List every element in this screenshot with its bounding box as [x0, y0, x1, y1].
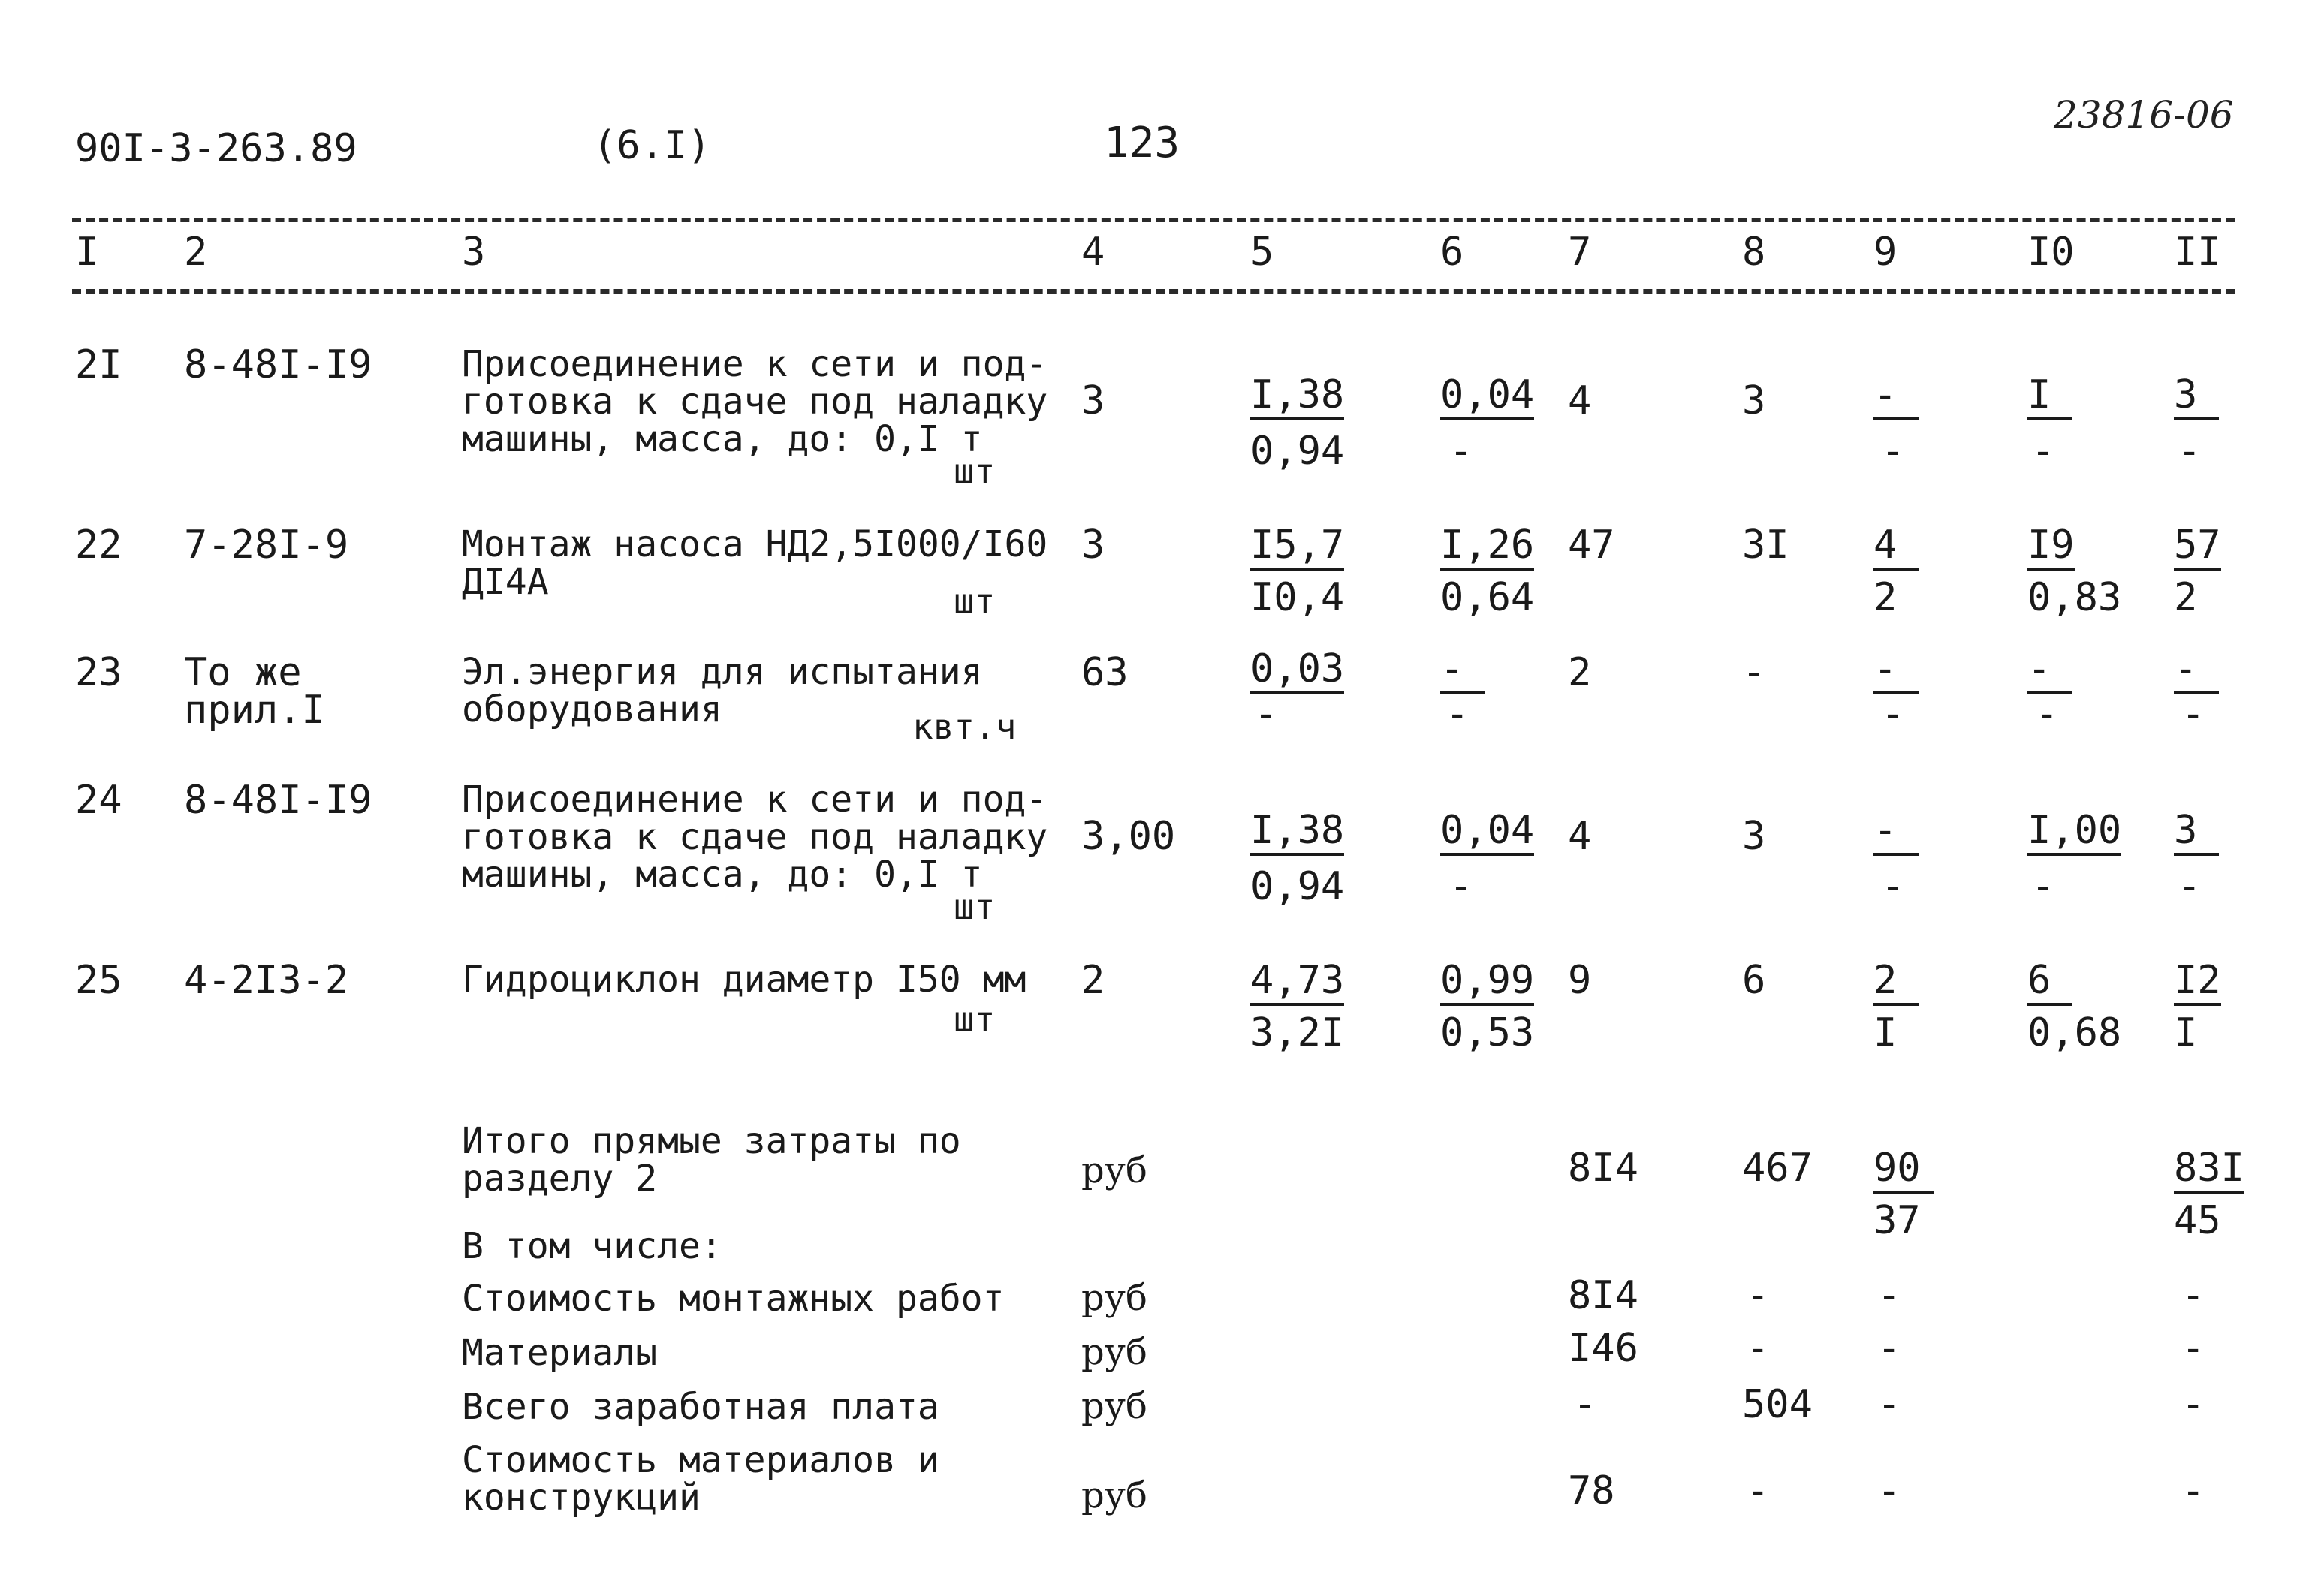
- col9-top: 2: [1873, 961, 1919, 1006]
- breakdown-unit: руб: [1081, 1385, 1147, 1427]
- col5-top: I,38: [1250, 375, 1344, 420]
- col5-top: I5,7: [1250, 525, 1344, 571]
- col10-top: I9: [2027, 525, 2075, 571]
- row-unit: шт: [954, 999, 996, 1040]
- col5-top: 4,73: [1250, 961, 1344, 1006]
- row-description: Присоединение к сети и под- готовка к сдаче под наладку машины, масса, до: 0,I т: [462, 778, 1048, 896]
- col10-bottom: -: [2031, 429, 2055, 474]
- row-unit: шт: [954, 451, 996, 492]
- breakdown-col8: -: [1746, 1273, 1770, 1318]
- col10-bottom: -: [2035, 691, 2059, 736]
- breakdown-col7: 78: [1568, 1468, 1615, 1513]
- col9-top: -: [1873, 375, 1919, 420]
- row-code: 8-48I-I9: [184, 778, 372, 823]
- breakdown-label: Стоимость монтажных работ: [462, 1278, 1005, 1320]
- col-heading-11: II: [2174, 230, 2221, 275]
- breakdown-col9: -: [1877, 1273, 1901, 1318]
- col6-bottom: 0,53: [1440, 1010, 1535, 1055]
- row-description: Эл.энергия для испытания оборудования: [462, 651, 983, 730]
- breakdown-col11: -: [2181, 1326, 2205, 1371]
- breakdown-col8: -: [1746, 1326, 1770, 1371]
- col8-value: 3: [1742, 814, 1766, 859]
- col9-top: -: [1873, 649, 1919, 694]
- col-heading-8: 8: [1742, 230, 1766, 275]
- col8-value: -: [1742, 650, 1766, 695]
- breakdown-col8: -: [1746, 1468, 1770, 1513]
- totals-label: Итого прямые затраты по разделу 2: [462, 1120, 961, 1200]
- col5-bottom: 3,2I: [1250, 1010, 1345, 1055]
- col10-bottom: -: [2031, 864, 2055, 909]
- col8-value: 6: [1742, 958, 1766, 1003]
- col9-bottom: -: [1881, 429, 1905, 474]
- row-number: 25: [75, 958, 122, 1003]
- header-bottom-rule: [72, 289, 2235, 294]
- col6-bottom: 0,64: [1440, 575, 1535, 620]
- row-code: 8-48I-I9: [184, 342, 372, 387]
- col9-top: -: [1873, 811, 1919, 856]
- row-quantity: 3: [1081, 378, 1105, 423]
- col6-top: I,26: [1440, 525, 1534, 571]
- row-quantity: 3: [1081, 522, 1105, 568]
- col-heading-9: 9: [1873, 230, 1898, 275]
- breakdown-unit: руб: [1081, 1277, 1147, 1319]
- col11-bottom: -: [2178, 429, 2202, 474]
- col11-bottom: -: [2178, 864, 2202, 909]
- col6-top: 0,04: [1440, 811, 1534, 856]
- totals-col9-bottom: 37: [1873, 1198, 1921, 1243]
- row-code: 7-28I-9: [184, 522, 349, 568]
- col7-value: 4: [1568, 378, 1592, 423]
- col-heading-3: 3: [462, 230, 486, 275]
- col-heading-1: I: [75, 230, 99, 275]
- row-unit: шт: [954, 581, 996, 622]
- doc-code: 90I-3-263.89: [75, 126, 357, 171]
- col6-bottom: -: [1445, 691, 1470, 736]
- col-heading-10: I0: [2027, 230, 2075, 275]
- col10-top: I,00: [2027, 811, 2121, 856]
- col6-top: 0,99: [1440, 961, 1534, 1006]
- totals-col11-top: 83I: [2174, 1149, 2244, 1194]
- breakdown-col9: -: [1877, 1326, 1901, 1371]
- totals-col9-top: 90: [1873, 1149, 1934, 1194]
- col9-bottom: I: [1873, 1010, 1898, 1055]
- col5-bottom: -: [1254, 691, 1278, 736]
- breakdown-unit: руб: [1081, 1474, 1147, 1516]
- row-description: Гидроциклон диаметр I50 мм: [462, 959, 1026, 1001]
- col7-value: 9: [1568, 958, 1592, 1003]
- col10-top: 6: [2027, 961, 2072, 1006]
- col11-bottom: I: [2174, 1010, 2198, 1055]
- col5-top: I,38: [1250, 811, 1344, 856]
- section-number: (6.I): [593, 123, 711, 168]
- row-quantity: 3,00: [1081, 814, 1176, 859]
- breakdown-col9: -: [1877, 1382, 1901, 1427]
- breakdown-col8: 504: [1742, 1382, 1813, 1427]
- col5-bottom: I0,4: [1250, 575, 1345, 620]
- col10-top: I: [2027, 375, 2072, 420]
- row-number: 23: [75, 650, 122, 695]
- col8-value: 3I: [1742, 522, 1789, 568]
- breakdown-label: Всего заработная плата: [462, 1386, 939, 1428]
- col10-top: -: [2027, 649, 2072, 694]
- row-description: Монтаж насоса НД2,5I000/I60 ДI4А: [462, 523, 1048, 603]
- totals-col11-bottom: 45: [2174, 1198, 2221, 1243]
- row-code-ref: прил.I: [184, 688, 325, 733]
- breakdown-col11: -: [2181, 1382, 2205, 1427]
- col10-bottom: 0,68: [2027, 1010, 2122, 1055]
- col5-bottom: 0,94: [1250, 429, 1345, 474]
- row-unit: шт: [954, 887, 996, 927]
- col11-top: 3: [2174, 375, 2219, 420]
- col11-bottom: 2: [2174, 575, 2198, 620]
- col6-top: -: [1440, 649, 1485, 694]
- breakdown-col7: I46: [1568, 1326, 1638, 1371]
- col9-top: 4: [1873, 525, 1919, 571]
- col-heading-6: 6: [1440, 230, 1464, 275]
- col9-bottom: -: [1881, 691, 1905, 736]
- header-top-rule: [72, 218, 2235, 222]
- col9-bottom: -: [1881, 864, 1905, 909]
- breakdown-unit: руб: [1081, 1331, 1147, 1373]
- breakdown-col11: -: [2181, 1468, 2205, 1513]
- breakdown-label: Стоимость материалов и конструкций: [462, 1439, 939, 1519]
- breakdown-col11: -: [2181, 1273, 2205, 1318]
- col-heading-7: 7: [1568, 230, 1592, 275]
- breakdown-label: Материалы: [462, 1332, 658, 1374]
- col6-bottom: -: [1449, 429, 1473, 474]
- col11-top: I2: [2174, 961, 2221, 1006]
- col8-value: 3: [1742, 378, 1766, 423]
- col7-value: 2: [1568, 650, 1592, 695]
- col7-value: 47: [1568, 522, 1615, 568]
- col11-top: 3: [2174, 811, 2219, 856]
- row-code: То же: [184, 650, 302, 695]
- col9-bottom: 2: [1873, 575, 1898, 620]
- totals-col7: 8I4: [1568, 1146, 1638, 1191]
- totals-col8: 467: [1742, 1146, 1813, 1191]
- row-number: 24: [75, 778, 122, 823]
- breakdown-col7: 8I4: [1568, 1273, 1638, 1318]
- row-unit: квт.ч: [912, 706, 1017, 747]
- col7-value: 4: [1568, 814, 1592, 859]
- col-heading-5: 5: [1250, 230, 1274, 275]
- totals-unit: руб: [1081, 1149, 1147, 1191]
- row-number: 22: [75, 522, 122, 568]
- col11-top: 57: [2174, 525, 2221, 571]
- col5-top: 0,03: [1250, 649, 1344, 694]
- breakdown-col9: -: [1877, 1468, 1901, 1513]
- col6-top: 0,04: [1440, 375, 1534, 420]
- col11-top: -: [2174, 649, 2219, 694]
- breakdown-col7: -: [1573, 1382, 1597, 1427]
- col-heading-4: 4: [1081, 230, 1105, 275]
- col-heading-2: 2: [184, 230, 208, 275]
- row-code: 4-2I3-2: [184, 958, 349, 1003]
- col10-bottom: 0,83: [2027, 575, 2122, 620]
- row-number: 2I: [75, 342, 122, 387]
- row-description: Присоединение к сети и под- готовка к сдаче под наладку машины, масса, до: 0,I т: [462, 343, 1048, 460]
- row-quantity: 2: [1081, 958, 1105, 1003]
- row-quantity: 63: [1081, 650, 1129, 695]
- col11-bottom: -: [2181, 691, 2205, 736]
- col6-bottom: -: [1449, 864, 1473, 909]
- stamp-number: 23816-06: [2054, 93, 2234, 137]
- page-number: 123: [1104, 119, 1180, 167]
- including-label: В том числе:: [462, 1225, 722, 1267]
- col5-bottom: 0,94: [1250, 864, 1345, 909]
